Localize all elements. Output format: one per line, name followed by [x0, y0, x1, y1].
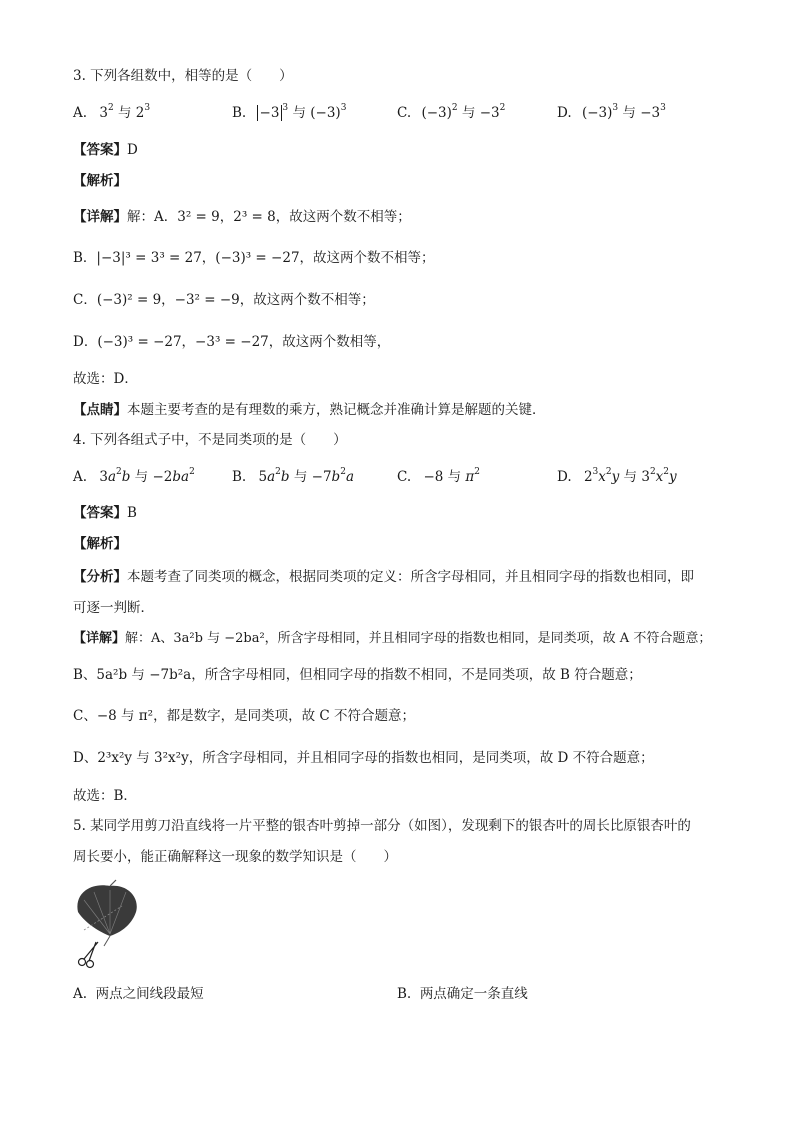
- question-4-detail-1: 【详解】解：A、3a²b 与 −2ba²，所含字母相同，并且相同字母的指数也相同，是同类项，故 A 不符合题意；: [73, 631, 712, 646]
- question-4-fenxi-1: 【分析】本题考查了同类项的概念，根据同类项的定义：所含字母相同，并且相同字母的指数也相同，即: [73, 569, 694, 585]
- ginkgo-leaf-with-scissors-icon: [70, 872, 150, 972]
- question-3-analysis-tag: 【解析】: [73, 173, 127, 189]
- option-b: B. −3 $^3$ 与 $(-3)^3$: [232, 103, 347, 121]
- question-4-fenxi-2: 可逐一判断．: [73, 600, 154, 616]
- question-3-detail-1: 【详解】解：A．3² = 9，2³ = 8，故这两个数不相等；: [73, 209, 411, 225]
- option-b: B. $5a^2b$ 与 $-7b^2a$: [232, 467, 354, 485]
- question-3-detail-2: B．|−3|³ = 3³ = 27，(−3)³ = −27，故这两个数不相等；: [73, 250, 435, 266]
- question-4-answer: 【答案】B: [73, 505, 137, 521]
- question-4-detail-4: D、2³x²y 与 3²x²y，所含字母相同，并且相同字母的指数也相同，是同类项，故 D 不符合题意；: [73, 750, 654, 766]
- option-a: A. $3a^2b$ 与 $-2ba^2$: [73, 467, 195, 485]
- question-5-stem-line-2: 周长要小，能正确解释这一现象的数学知识是（ ）: [73, 849, 397, 865]
- question-4-conclusion: 故选：B．: [73, 788, 137, 804]
- question-3-stem: 3. 下列各组数中，相等的是（ ）: [73, 68, 293, 84]
- question-3-answer: 【答案】D: [73, 142, 138, 158]
- question-4-stem: 4. 下列各组式子中，不是同类项的是（ ）: [73, 432, 347, 448]
- question-5-option-b: B. 两点确定一条直线: [397, 986, 528, 1002]
- option-a: A. $3^2$ 与 $2^3$: [73, 103, 151, 121]
- question-3-detail-4: D．(−3)³ = −27，−3³ = −27，故这两个数相等，: [73, 334, 391, 350]
- question-4-analysis-tag: 【解析】: [73, 536, 127, 552]
- question-5-option-a: A. 两点之间线段最短: [73, 986, 204, 1002]
- option-d: D. $(-3)^3$ 与 $-3^3$: [557, 103, 666, 121]
- question-3-conclusion: 故选：D．: [73, 371, 138, 387]
- question-3-detail-3: C．(−3)² = 9，−3² = −9，故这两个数不相等；: [73, 292, 375, 308]
- question-4-detail-2: B、5a²b 与 −7b²a，所含字母相同，但相同字母的指数不相同，不是同类项，故 B 符合题意；: [73, 667, 642, 683]
- question-3-comment: 【点睛】本题主要考查的是有理数的乘方，熟记概念并准确计算是解题的关键．: [73, 402, 546, 418]
- option-d: D. $2^3x^2y$ 与 $3^2x^2y$: [557, 467, 677, 485]
- option-c: C. $(-3)^2$ 与 $-3^2$: [397, 103, 506, 121]
- option-c: C. −8 与 $\pi^2$: [397, 467, 481, 485]
- question-4-detail-3: C、−8 与 π²，都是数字，是同类项，故 C 不符合题意；: [73, 708, 416, 724]
- question-5-stem-line-1: 5. 某同学用剪刀沿直线将一片平整的银杏叶剪掉一部分（如图），发现剩下的银杏叶的周长比原银杏叶的: [73, 818, 691, 834]
